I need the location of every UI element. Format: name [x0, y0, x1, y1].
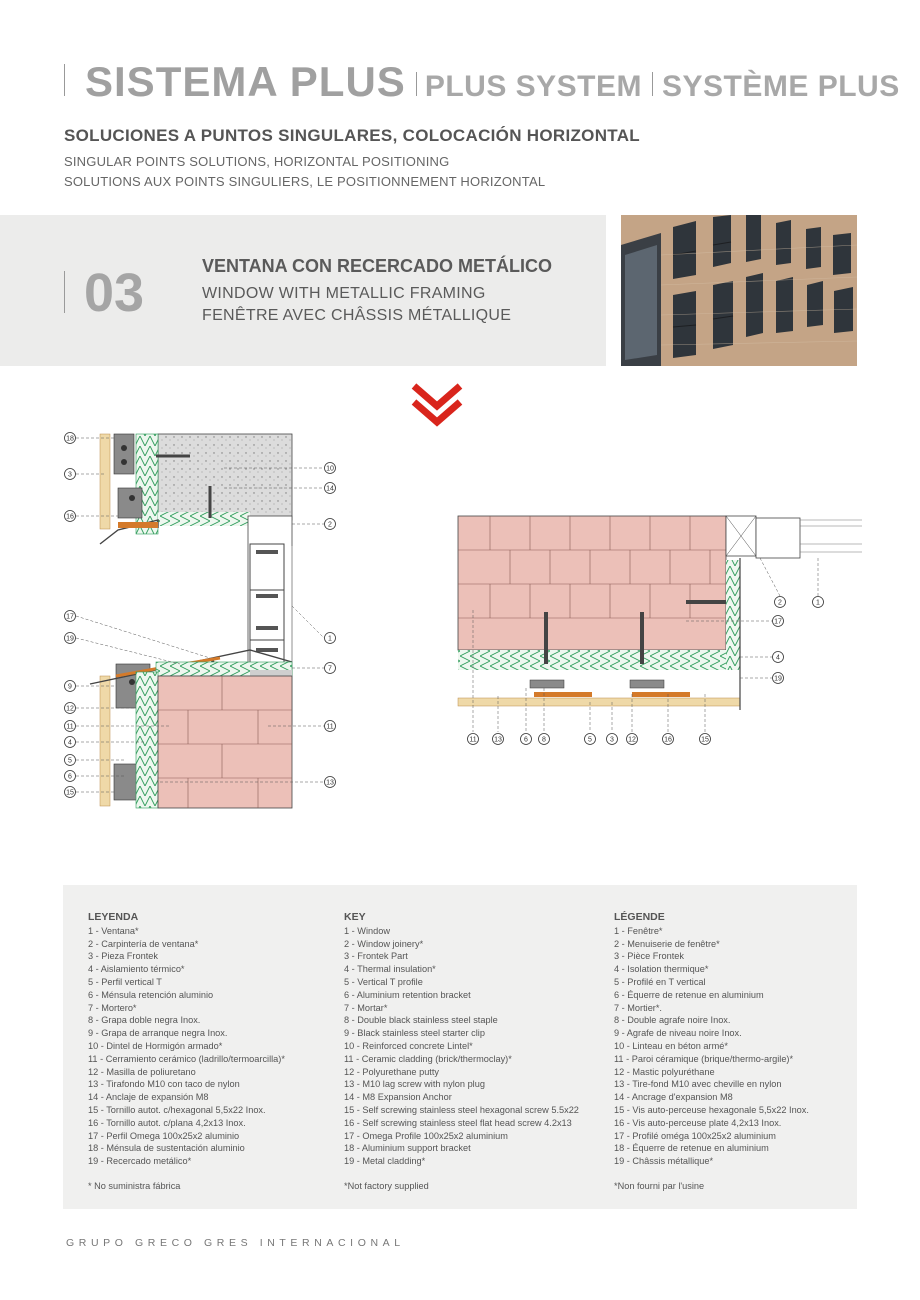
- legend-heading: KEY: [344, 911, 366, 923]
- callout-label: 2: [328, 521, 332, 529]
- callout-label: 2: [778, 599, 782, 607]
- callout-label: 13: [494, 736, 502, 744]
- legend-heading: LEYENDA: [88, 911, 139, 923]
- legend-item: 12 - Mastic polyuréthane: [614, 1066, 715, 1077]
- legend-item: 13 - M10 lag screw with nylon plug: [344, 1079, 485, 1090]
- section-divider: [64, 271, 65, 313]
- legend-item: 12 - Masilla de poliuretano: [88, 1066, 196, 1077]
- legend-item: 16 - Vis auto-perceuse plate 4,2x13 Inox.: [614, 1117, 782, 1128]
- callout-label: 7: [328, 665, 332, 673]
- legend-item: 17 - Omega Profile 100x25x2 aluminium: [344, 1130, 508, 1141]
- legend-item: 15 - Vis auto-perceuse hexagonale 5,5x22 Inox.: [614, 1104, 809, 1115]
- callout-label: 10: [326, 465, 334, 473]
- legend-item: 14 - M8 Expansion Anchor: [344, 1092, 452, 1103]
- legend-item: 16 - Tornillo autot. c/plana 4,2x13 Inox.: [88, 1117, 246, 1128]
- footer-brand: GRUPO GRECO GRES INTERNACIONAL: [66, 1237, 405, 1249]
- callout-label: 6: [524, 736, 528, 744]
- horizontal-section: [458, 516, 862, 710]
- callout-label: 9: [68, 683, 72, 691]
- legend-item: 6 - Aluminium retention bracket: [344, 989, 471, 1000]
- vertical-section: [90, 434, 292, 808]
- legend-item: 11 - Ceramic cladding (brick/thermoclay)*: [344, 1053, 512, 1064]
- legend-es: [88, 911, 285, 1193]
- legend-item: 1 - Fenêtre*: [614, 925, 663, 936]
- legend-en: [344, 911, 579, 1193]
- legend-item: 2 - Window joinery*: [344, 938, 424, 949]
- title-fr: SYSTÈME PLUS: [662, 70, 900, 103]
- legend-item: 14 - Anclaje de expansión M8: [88, 1092, 209, 1103]
- legend-item: 18 - Aluminium support bracket: [344, 1143, 471, 1154]
- callout-label: 16: [664, 736, 672, 744]
- legend-item: 15 - Tornillo autot. c/hexagonal 5,5x22 Inox.: [88, 1104, 266, 1115]
- legend-item: 17 - Perfil Omega 100x25x2 aluminio: [88, 1130, 240, 1141]
- callout-label: 13: [326, 779, 334, 787]
- legend-item: 19 - Metal cladding*: [344, 1156, 426, 1167]
- legend-item: 1 - Window: [344, 925, 390, 936]
- legend-item: 9 - Agrafe de niveau noire Inox.: [614, 1028, 742, 1039]
- legend-item: 8 - Double black stainless steel staple: [344, 1015, 498, 1026]
- legend-item: 10 - Dintel de Hormigón armado*: [88, 1040, 223, 1051]
- page-title: [64, 58, 900, 104]
- legend-item: 10 - Reinforced concrete Lintel*: [344, 1040, 473, 1051]
- legend-heading: LÉGENDE: [614, 911, 665, 923]
- callout-label: 5: [68, 757, 72, 765]
- callout-label: 12: [66, 705, 74, 713]
- legend-item: 19 - Recercado metálico*: [88, 1156, 192, 1167]
- callout-label: 12: [628, 736, 636, 744]
- legend-item: 7 - Mortar*: [344, 1002, 388, 1013]
- legend-footnote: *Not factory supplied: [344, 1180, 429, 1191]
- legend-item: 2 - Menuiserie de fenêtre*: [614, 938, 720, 949]
- callout-label: 1: [816, 599, 820, 607]
- legend-item: 4 - Isolation thermique*: [614, 964, 709, 975]
- callout-label: 17: [774, 618, 782, 626]
- callout-label: 17: [66, 613, 74, 621]
- title-divider: [652, 72, 653, 96]
- legend-item: 17 - Profilé oméga 100x25x2 aluminium: [614, 1130, 776, 1141]
- callout-label: 4: [776, 654, 780, 662]
- callout-label: 11: [469, 736, 477, 744]
- legend-item: 14 - Ancrage d'expansion M8: [614, 1092, 733, 1103]
- callout-label: 15: [66, 789, 74, 797]
- legend-item: 18 - Ménsula de sustentación aluminio: [88, 1143, 245, 1154]
- callout-label: 1: [328, 635, 332, 643]
- callout-label: 18: [66, 435, 74, 443]
- subtitle-en: SINGULAR POINTS SOLUTIONS, HORIZONTAL POSITIONING: [64, 154, 450, 169]
- building-photo: [621, 215, 857, 366]
- legend-fr: [614, 911, 809, 1193]
- legend-item: 6 - Ménsula retención aluminio: [88, 989, 214, 1000]
- legend-footnote: * No suministra fábrica: [88, 1180, 181, 1191]
- legend-item: 4 - Thermal insulation*: [344, 964, 436, 975]
- subtitle-fr: SOLUTIONS AUX POINTS SINGULIERS, LE POSITIONNEMENT HORIZONTAL: [64, 174, 546, 189]
- subtitle-es: SOLUCIONES A PUNTOS SINGULARES, COLOCACIÓN HORIZONTAL: [64, 126, 640, 145]
- legend-item: 19 - Châssis métallique*: [614, 1156, 714, 1167]
- legend-panel: [63, 885, 857, 1209]
- legend-item: 9 - Grapa de arranque negra Inox.: [88, 1028, 228, 1039]
- callout-label: 16: [66, 513, 74, 521]
- legend-item: 12 - Polyurethane putty: [344, 1066, 439, 1077]
- legend-item: 5 - Perfil vertical T: [88, 976, 162, 987]
- technical-drawing: [60, 426, 870, 818]
- legend-item: 11 - Paroi céramique (brique/thermo-argile)*: [614, 1053, 794, 1064]
- callout-label: 6: [68, 773, 72, 781]
- legend-item: 3 - Pièce Frontek: [614, 951, 684, 962]
- section-title-fr: FENÊTRE AVEC CHÂSSIS MÉTALLIQUE: [202, 307, 512, 324]
- legend-item: 7 - Mortero*: [88, 1002, 137, 1013]
- title-divider: [64, 64, 65, 96]
- callout-label: 15: [701, 736, 709, 744]
- legend-item: 2 - Carpintería de ventana*: [88, 938, 199, 949]
- legend-item: 3 - Pieza Frontek: [88, 951, 158, 962]
- chevron-down-icon: [410, 382, 464, 430]
- legend-item: 7 - Mortier*.: [614, 1002, 662, 1013]
- legend-item: 6 - Équerre de retenue en aluminium: [614, 989, 764, 1000]
- section-title-es: VENTANA CON RECERCADO METÁLICO: [202, 256, 552, 276]
- section-title-block: [202, 256, 552, 327]
- title-divider: [416, 72, 417, 96]
- callout-label: 4: [68, 739, 72, 747]
- legend-item: 4 - Aislamiento térmico*: [88, 964, 185, 975]
- callout-label: 3: [610, 736, 614, 744]
- legend-item: 8 - Grapa doble negra Inox.: [88, 1015, 201, 1026]
- legend-item: 13 - Tire-fond M10 avec cheville en nylon: [614, 1079, 782, 1090]
- legend-item: 18 - Équerre de retenue en aluminium: [614, 1143, 769, 1154]
- legend-item: 9 - Black stainless steel starter clip: [344, 1028, 485, 1039]
- legend-item: 15 - Self screwing stainless steel hexagonal screw 5.5x22: [344, 1104, 579, 1115]
- callout-label: 11: [326, 723, 334, 731]
- legend-item: 1 - Ventana*: [88, 925, 139, 936]
- callout-label: 19: [66, 635, 74, 643]
- callout-label: 5: [588, 736, 592, 744]
- title-en: PLUS SYSTEM: [424, 70, 643, 103]
- legend-item: 8 - Double agrafe noire Inox.: [614, 1015, 731, 1026]
- callout-label: 8: [542, 736, 546, 744]
- legend-item: 11 - Cerramiento cerámico (ladrillo/termoarcilla)*: [88, 1053, 285, 1064]
- legend-item: 16 - Self screwing stainless steel flat head screw 4.2x13: [344, 1117, 572, 1128]
- section-title-en: WINDOW WITH METALLIC FRAMING: [202, 285, 486, 302]
- legend-item: 10 - Linteau en béton armé*: [614, 1040, 728, 1051]
- legend-footnote: *Non fourni par l'usine: [614, 1180, 705, 1191]
- callout-label: 14: [326, 485, 334, 493]
- callout-label: 19: [774, 675, 782, 683]
- subtitle-block: [64, 126, 864, 192]
- legend-item: 13 - Tirafondo M10 con taco de nylon: [88, 1079, 240, 1090]
- legend-item: 5 - Vertical T profile: [344, 976, 423, 987]
- section-number: 03: [84, 263, 145, 323]
- legend-item: 5 - Profilé en T vertical: [614, 976, 706, 987]
- callout-label: 11: [66, 723, 74, 731]
- legend-item: 3 - Frontek Part: [344, 951, 408, 962]
- callout-label: 3: [68, 471, 72, 479]
- title-main: SISTEMA PLUS: [85, 58, 406, 105]
